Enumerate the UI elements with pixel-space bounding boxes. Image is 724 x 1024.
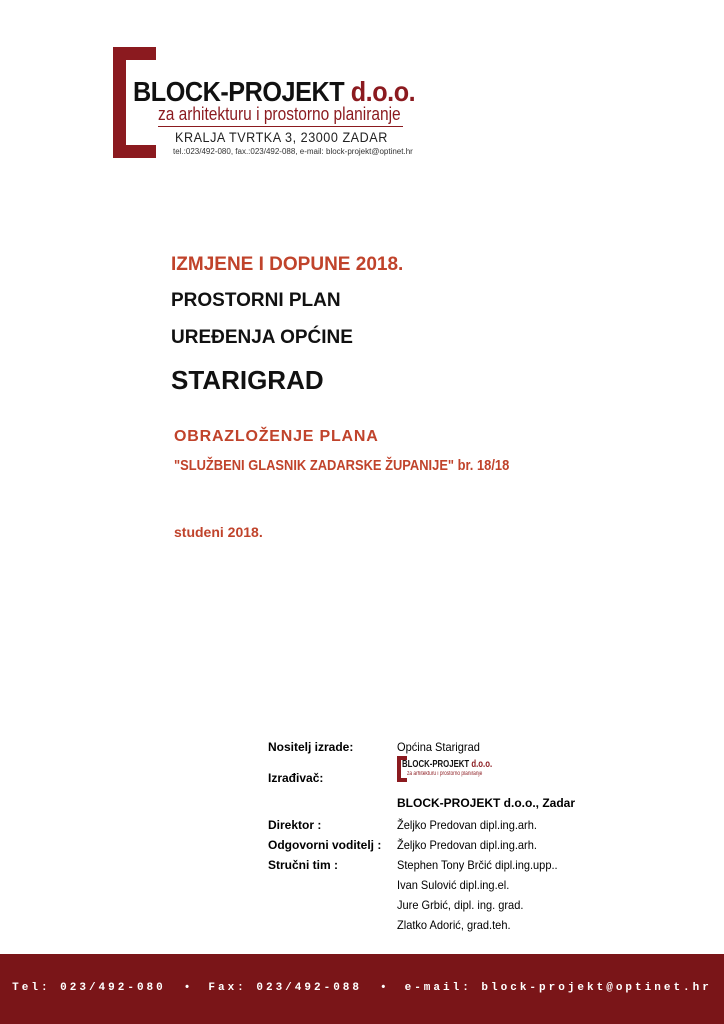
footer-tel: Tel: 023/492-080 — [12, 982, 166, 994]
voditelj-label: Odgovorni voditelj : — [268, 838, 382, 852]
logo-subtitle: za arhitekturu i prostorno planiranje — [158, 104, 401, 124]
title-place: STARIGRAD — [171, 365, 324, 395]
title-line-1: PROSTORNI PLAN — [171, 290, 341, 311]
footer-separator: • — [380, 982, 387, 994]
footer-separator: • — [183, 982, 191, 994]
footer-bar — [0, 954, 724, 1024]
direktor-value: Željko Predovan dipl.ing.arh. — [397, 818, 537, 832]
mini-logo-brand — [402, 759, 492, 770]
izradivac-label: Izrađivač: — [268, 771, 324, 785]
footer-contact-line — [0, 982, 724, 994]
mini-logo-subtitle: za arhitekturu i prostorno planiranje — [407, 771, 483, 777]
company-mini-logo — [397, 756, 493, 782]
voditelj-value: Željko Predovan dipl.ing.arh. — [397, 838, 537, 852]
nositelj-label: Nositelj izrade: — [268, 740, 354, 754]
direktor-label: Direktor : — [268, 818, 322, 832]
logo-address: KRALJA TVRTKA 3, 23000 ZADAR — [175, 129, 388, 145]
section-title: OBRAZLOŽENJE PLANA — [174, 428, 379, 445]
document-date: studeni 2018. — [174, 524, 263, 540]
mini-logo-brand-text: BLOCK-PROJEKT — [402, 759, 470, 770]
tim-member: Jure Grbić, dipl. ing. grad. — [397, 898, 524, 912]
mini-logo-suffix: d.o.o. — [471, 759, 493, 770]
izradivac-value: BLOCK-PROJEKT d.o.o., Zadar — [397, 796, 576, 810]
gazette-reference: "SLUŽBENI GLASNIK ZADARSKE ŽUPANIJE" br. 18/18 — [174, 457, 510, 474]
tim-label: Stručni tim : — [268, 858, 339, 872]
logo-brand-text: BLOCK-PROJEKT — [133, 76, 345, 107]
logo-divider — [158, 126, 403, 127]
logo-contact: tel.:023/492-080, fax.:023/492-088, e-mail: block-projekt@optinet.hr — [173, 147, 413, 156]
tim-member: Zlatko Adorić, grad.teh. — [397, 918, 511, 932]
footer-email: e-mail: block-projekt@optinet.hr — [404, 982, 712, 994]
nositelj-value: Općina Starigrad — [397, 740, 480, 754]
title-line-2: UREĐENJA OPĆINE — [171, 327, 353, 348]
tim-member: Stephen Tony Brčić dipl.ing.upp.. — [397, 858, 558, 872]
logo-brand-suffix: d.o.o. — [350, 76, 416, 107]
footer-fax: Fax: 023/492-088 — [208, 982, 362, 994]
title-year-line: IZMJENE I DOPUNE 2018. — [171, 254, 404, 275]
tim-member: Ivan Sulović dipl.ing.el. — [397, 878, 510, 892]
